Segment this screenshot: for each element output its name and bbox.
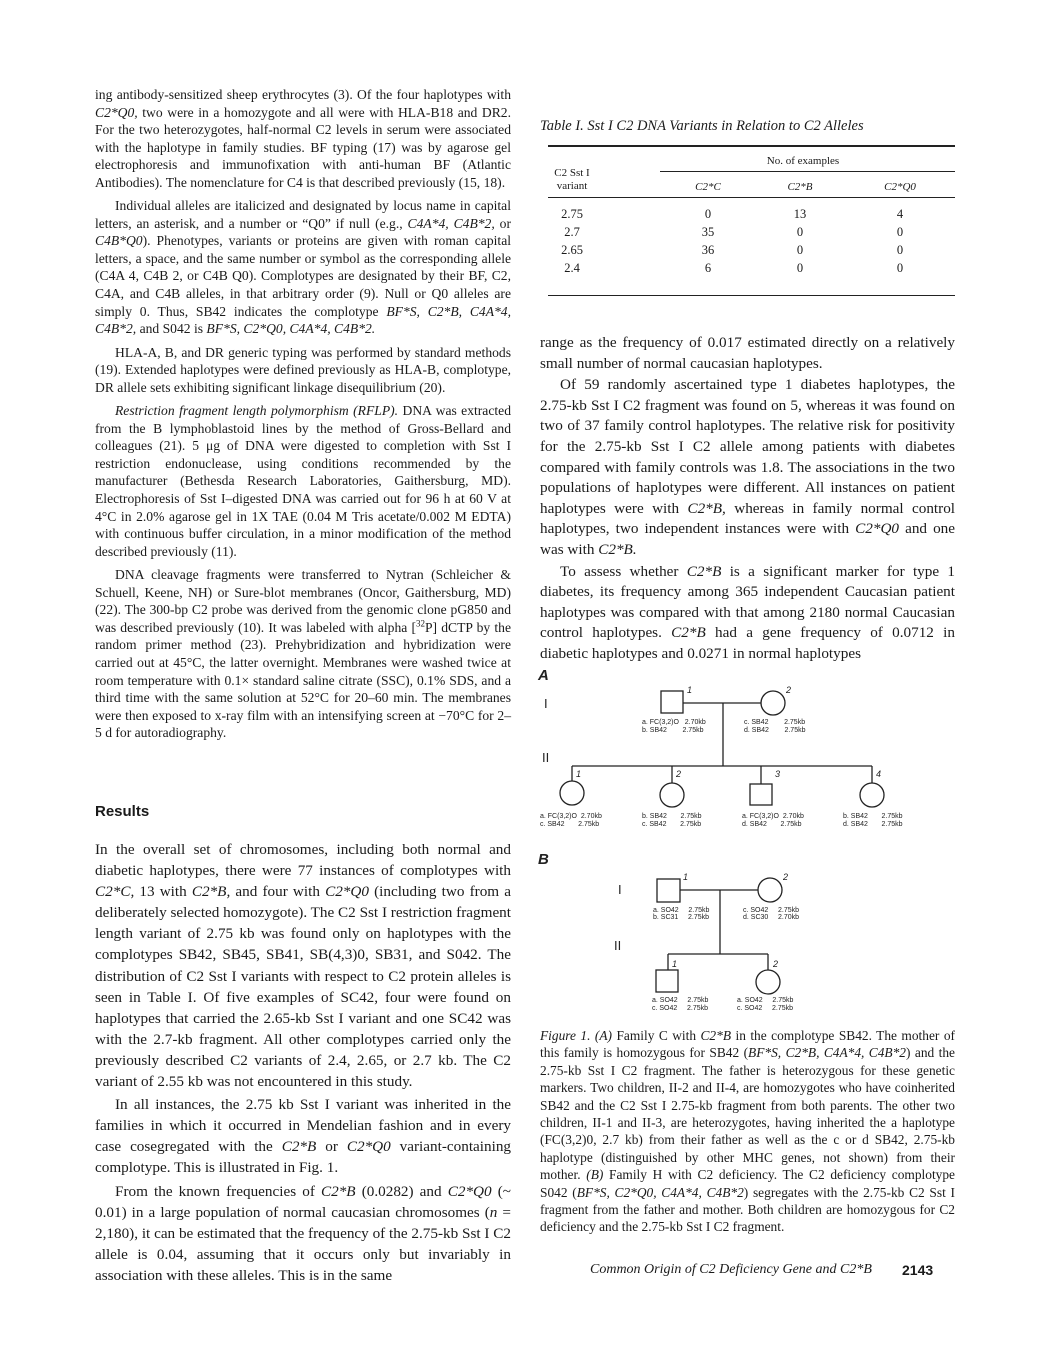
haplotype-label: c. SB42 2.75kb [744, 719, 806, 726]
pedigree-b [656, 878, 782, 994]
table-bottom-rule [548, 295, 955, 296]
text-run: C2*B. [598, 540, 637, 558]
haplotype-label: d. SB42 2.75kb [742, 821, 802, 828]
col-header: C2*B [787, 181, 813, 193]
text-run: C4A*4, C4B*2, [407, 215, 495, 231]
text-run: 32 [415, 618, 425, 629]
table-cell: 35 [701, 225, 715, 239]
text-run: and four with [230, 883, 326, 901]
col-header: C2*C [695, 181, 721, 193]
text-run: had a gene frequency of 0.0712 in diabetic haplotypes and 0.0271 in normal haplotypes [540, 624, 955, 662]
paragraph [540, 375, 955, 560]
text-run: C2*B, [191, 883, 231, 901]
text-run: DNA was extracted from the B lymphoblastoid lines by the method of Gross-Bellard and colleagues (21). 5 μg of DNA were digested to completion with Sst I restriction endonuclease, using conditions recommended by the manufacturer (Bethesda Research Laboratories, Gaithersburg, MD). Electrophoresis of Sst I–digested DNA was carried out for 96 h at 60 V at 4°C in 2.0% agarose gel in 1X TAE (0.04 M Tris acetate/0.002 M EDTA) with continuous buffer circulation, in a minor modification of the method described previously (11). [95, 403, 511, 559]
haplotype-label: c. SO42 2.75kb [652, 1005, 709, 1012]
row-header-2: variant [556, 180, 588, 192]
text-run: C2*Q0 [447, 1182, 492, 1200]
panel-label: A [538, 667, 549, 684]
table-cell-variant: 2.75 [561, 207, 583, 221]
table-cell: 0 [896, 261, 904, 275]
individual-number: 3 [775, 769, 781, 779]
caption-text [540, 1027, 955, 1236]
haplotype-label: a. SO42 2.75kb [653, 907, 710, 914]
table-cell: 0 [704, 207, 712, 221]
results-heading: Results [95, 803, 150, 820]
female-symbol [758, 878, 782, 902]
text-run: and one was with [540, 520, 956, 558]
text-run: C2*Q0 [346, 1138, 391, 1156]
pedigree-a-labels [537, 667, 903, 828]
text-run: 13 with [134, 883, 192, 901]
haplotype-label: a. SO42 2.75kb [652, 997, 709, 1004]
haplotype-label: a. FC(3,2)O 2.70kb [742, 813, 804, 820]
generation-label: II [542, 750, 550, 765]
paragraph [95, 566, 511, 741]
text-run: n [489, 1203, 498, 1221]
text-run: (including two from a deliberately selected homozygote). The C2 Sst I restriction fragment length variant of 2.75 kb was found only on haplotypes with the complotypes SB42, SB45, SB41, SB(4,3)0, SB31, and S042. The distribution of C2 Sst I variants with respect to C2 protein alleles is seen in Table I. Of five examples of SC42, four were found on haplotypes that carried the 2.65-kb Sst I variant and one SC42 was with the 2.7-kb fragment. All other complotypes carried only the previously described C2 variants of 2.4, 2.65, or 2.7 kb. The C2 variant of 2.55 kb was not encountered in this study. [95, 883, 511, 1091]
text-run: BF*S, C2*Q0, C4A*4, C4B*2. [206, 321, 376, 337]
text-run: Individual alleles are italicized and designated by locus name in capital letters, an asterisk, and a number or “Q0” if null (e.g., [95, 198, 511, 231]
text-run: DNA cleavage fragments were transferred to Nytran (Schleicher & Schuell, Keene, NH) or Sure-blot membranes (Oncor, Gaithersburg, MD) (22). The 300-bp C2 probe was derived from the genomic clone pG850 and was described previously (10). It was labeled with alpha [ [95, 567, 511, 635]
generation-label: I [618, 882, 622, 897]
generation-label: I [544, 696, 548, 711]
male-symbol [661, 691, 683, 713]
text-run: Family C with [612, 1028, 701, 1043]
individual-number: 1 [576, 769, 582, 779]
running-title: Common Origin of C2 Deficiency Gene and C2*B [590, 1262, 872, 1277]
text-run: Restriction fragment length polymorphism (RFLP). [115, 403, 399, 419]
haplotype-label: d. SC30 2.70kb [743, 914, 800, 921]
individual-number: 2 [786, 685, 792, 695]
table-cell: 0 [896, 243, 904, 257]
text-run: Family H with C2 deficiency. The C2 deficiency complotype S042 ( [540, 1167, 956, 1200]
paragraph [95, 1094, 511, 1178]
paragraph [540, 333, 955, 374]
individual-number: 4 [876, 769, 882, 779]
text-run: and S042 is [136, 321, 207, 337]
text-run: whereas in family normal control haplotypes, two independent instances were with [540, 499, 956, 538]
text-run: BF*S, C2*B, C4A*4, C4B*2 [748, 1045, 906, 1061]
table-cell-variant: 2.4 [564, 261, 580, 275]
text-run: HLA-A, B, and DR generic typing was performed by standard methods (19). Extended haplotypes were defined previously as HLA-B, complotype, DR allele sets exhibiting significant linkage disequilibrium (20). [95, 344, 511, 395]
table-cell: 0 [796, 261, 804, 275]
page-number: 2143 [902, 1262, 934, 1278]
haplotype-label: a. FC(3,2)O 2.70kb [540, 813, 602, 820]
text-run: C2*B [281, 1138, 317, 1156]
individual-number: 2 [773, 959, 779, 969]
group-header-rule [660, 171, 955, 172]
haplotype-label: c. SB42 2.75kb [540, 821, 600, 828]
haplotype-label: d. SB42 2.75kb [843, 821, 903, 828]
paragraph [95, 402, 511, 560]
paragraph [95, 197, 511, 337]
paragraph [95, 839, 511, 1092]
female-symbol [756, 970, 780, 994]
pedigree-a [560, 691, 884, 807]
male-symbol [657, 879, 680, 902]
haplotype-label: a. FC(3,2)O 2.70kb [642, 719, 706, 726]
text-run: C2*Q0, [95, 104, 138, 120]
text-run: (0.0282) and [355, 1182, 448, 1200]
haplotype-label: a. SO42 2.75kb [737, 997, 794, 1004]
text-run: Of 59 randomly ascertained type 1 diabetes haplotypes, the 2.75-kb Sst I C2 fragment was found on 5, whereas it was found on two of 37 family control haplotypes. The relative risk for positivity for the 2.75-kb Sst I C2 allele among patients with diabetes compared with family controls was 1.8. The associations in the two populations of haplotypes were different. All instances on patient haplotypes were with [540, 376, 955, 517]
haplotype-label: b. SB42 2.75kb [642, 813, 702, 820]
text-run: ) segregates with the 2.75-kb C2 Sst I fragment from the father and mother. Both children are homozygous for C2 deficiency and the 2.75-kb Sst I C2 fragment. [540, 1184, 955, 1235]
text-run: (B) [586, 1167, 604, 1183]
text-run: P] dCTP by the random primer method (23). Prehybridization and hybridization were carried out at 45°C, the latter overnight. Membranes were washed twice at room temperature with 0.1× standard saline citrate (SSC), 0.1% SDS, and a third time with the same solution at 52°C for 20–60 min. The membranes were then exposed to x-ray film with an intensifying screen at −70°C for 2–5 d for autoradiography. [95, 619, 511, 741]
paragraph [540, 562, 955, 665]
table-cell-variant: 2.7 [564, 225, 580, 239]
left-column-methods [95, 86, 511, 748]
text-run: BF*S, C2*B, C4A*4, C4B*2, [95, 303, 511, 337]
female-symbol [560, 781, 584, 805]
individual-number: 2 [676, 769, 682, 779]
table-cell: 36 [701, 243, 715, 257]
table-cell: 0 [796, 243, 804, 257]
text-run: C2*B [686, 562, 722, 580]
haplotype-label: c. SO42 2.75kb [737, 1005, 794, 1012]
table-cell-variant: 2.65 [561, 243, 583, 257]
text-run: variant-containing complotype. This is illustrated in Fig. 1. [95, 1138, 512, 1177]
text-run: (~ 0.01) in a large population of normal caucasian chromosomes ( [95, 1182, 512, 1221]
text-run: is a significant marker for type 1 diabetes, its frequency among 365 independent Caucasian patient haplotypes was compared with that among 2180 normal Caucasian control haplotypes. [540, 562, 955, 642]
text-run: C2*B, [687, 499, 726, 517]
table-cell: 13 [793, 207, 807, 221]
text-run: C2*C, [95, 883, 135, 901]
haplotype-label: c. SB42 2.75kb [642, 821, 702, 828]
generation-label: II [614, 938, 622, 953]
text-run: C4B*Q0 [95, 233, 143, 249]
table-1 [548, 145, 955, 297]
table-cell: 6 [704, 261, 712, 275]
text-run: To assess whether [560, 562, 687, 580]
table-cell: 4 [896, 207, 904, 221]
text-run: C2*Q0 [325, 883, 369, 901]
text-run: C2*Q0 [855, 520, 900, 538]
right-column-text [540, 333, 955, 666]
individual-number: 1 [672, 959, 678, 969]
haplotype-label: b. SB42 2.75kb [843, 813, 903, 820]
table-top-rule [548, 145, 955, 147]
male-symbol [750, 784, 772, 805]
text-run: in the complotype SB42. The mother of this family is homozygous for SB42 ( [540, 1028, 955, 1061]
figure-caption [540, 1027, 955, 1236]
table-title: Table I. Sst I C2 DNA Variants in Relation to C2 Alleles [540, 118, 864, 134]
haplotype-label: d. SB42 2.75kb [744, 727, 806, 734]
male-symbol [656, 970, 678, 992]
header-rule [548, 197, 955, 198]
row-header: C2 Sst I [554, 167, 590, 179]
text-run: ing antibody-sensitized sheep erythrocytes (3). Of the four haplotypes with [95, 87, 511, 102]
female-symbol [660, 783, 684, 807]
female-symbol [761, 691, 785, 715]
individual-number: 1 [683, 872, 689, 882]
haplotype-label: b. SB42 2.75kb [642, 727, 704, 734]
col-header: C2*Q0 [884, 181, 916, 193]
text-run: or [316, 1138, 347, 1156]
table-cell: 0 [796, 225, 804, 239]
pedigree-b-labels [538, 851, 799, 1012]
table-cell: 0 [896, 225, 904, 239]
text-run: BF*S, C2*Q0, C4A*4, C4B*2 [576, 1184, 744, 1200]
text-run: ). Phenotypes, variants or proteins are given with roman capital letters, a space, and the same number or symbol as the corresponding allele (C4A 4, C4B 2, or C4B Q0). Complotypes are designated by their BF, C2, C4A, and C4B alleles, in that arbitrary order (9). Null or Q0 alleles are simply 0. Thus, SB42 indicates the complotype [95, 233, 511, 319]
paragraph [95, 344, 511, 397]
text-run: C2*B [320, 1182, 356, 1200]
text-run: Figure 1. (A) [540, 1028, 612, 1043]
text-run: In the overall set of chromosomes, including both normal and diabetic haplotypes, there were 77 instances of complotypes with [95, 841, 511, 880]
text-run: range as the frequency of 0.017 estimated directly on a relatively small number of normal caucasian haplotypes. [540, 334, 955, 372]
text-run: C2*B [700, 1028, 732, 1043]
individual-number: 2 [783, 872, 789, 882]
text-run: or [494, 215, 511, 231]
female-symbol [860, 783, 884, 807]
paragraph [95, 86, 511, 191]
panel-label: B [538, 851, 549, 868]
text-run: = 2,180), it can be estimated that the frequency of the 2.75-kb Sst I C2 allele is 0.04, assuming that it occurs only but invariably in association with these alleles. This is in the same [95, 1203, 511, 1284]
paragraph [95, 1181, 511, 1286]
left-column-results [95, 839, 511, 1288]
haplotype-label: c. SO42 2.75kb [743, 907, 800, 914]
group-header: No. of examples [766, 155, 840, 167]
text-run: ) and the 2.75-kb Sst I C2 fragment. The father is heterozygous for these genetic markers. Two children, II-2 and II-4, are homozygotes who have coinherited SB42 and the C2 Sst I 2.75-kb fragment from both parents. The other two children, II-1 and II-3, are heterozygotes, having inherited the a haplotype (FC(3,2)0, 2.7 kb) from their father as well as the c or d SB42, 2.75-kb haplotype (distinguished by other MHC genes, not shown) from their mother. [540, 1045, 955, 1183]
text-run: In all instances, the 2.75 kb Sst I variant was inherited in the families in which it occurred in Mendelian fashion and in every case cosegregated with the [95, 1096, 511, 1156]
text-run: two were in a homozygote and all were with HLA-B18 and DR2. For the two heterozygotes, half-normal C2 levels in serum were associated with the haplotype in family studies. BF typing (17) was by agarose gel electrophoresis and immunofixation with anti-human BF (Atlantic Antibodies). The nomenclature for C4 is that described previously (15, 18). [95, 104, 511, 190]
text-run: C2*B [671, 624, 706, 642]
figure-1-pedigrees [530, 660, 930, 1030]
text-run: From the known frequencies of [115, 1182, 321, 1200]
haplotype-label: b. SC31 2.75kb [653, 914, 710, 921]
individual-number: 1 [687, 685, 693, 695]
